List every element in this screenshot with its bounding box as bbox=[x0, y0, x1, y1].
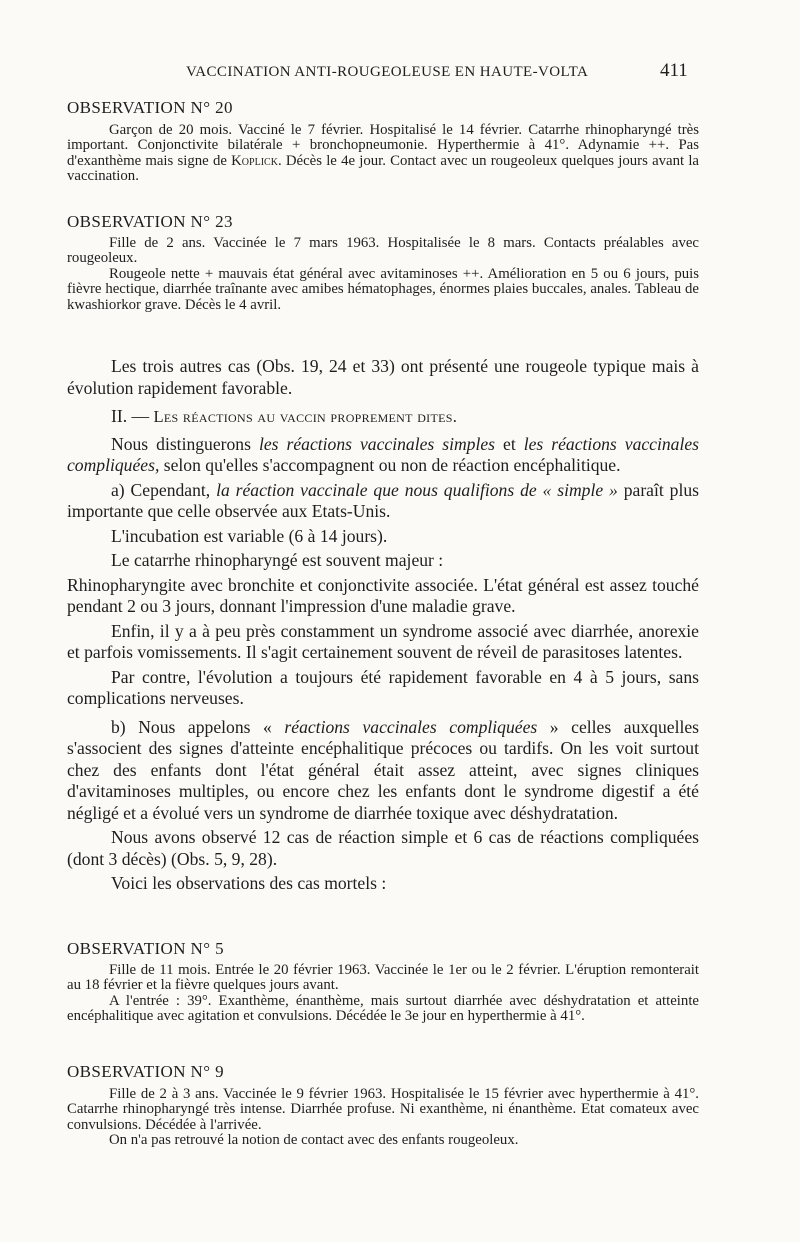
text-run: Nous distinguerons bbox=[111, 433, 259, 454]
paragraph-distinguerons bbox=[67, 434, 699, 477]
observation-9-title: OBSERVATION N° 9 bbox=[67, 1062, 224, 1081]
observation-9-paragraph-2: On n'a pas retrouvé la notion de contact avec des enfants rougeoleux. bbox=[109, 1132, 519, 1149]
observation-5-paragraph-1: Fille de 11 mois. Entrée le 20 février 1963. Vaccinée le 1er ou le 2 février. L'éruption remonterait au 18 février et la fièvre quelques jours avant. bbox=[67, 962, 699, 994]
observation-20-text bbox=[67, 123, 699, 185]
text-run: et bbox=[495, 433, 524, 454]
italic-run: la réaction vaccinale que nous qualifions de « simple » bbox=[216, 479, 618, 500]
section-number: II. — bbox=[111, 406, 154, 426]
italic-run: les réactions vaccinales simples bbox=[258, 433, 496, 454]
italic-run: les réactions vaccinales compliquées, bbox=[67, 433, 700, 475]
observation-20-text-b: . Décès le 4e jour. Contact avec un rougeoleux quelques jours avant la vaccination. bbox=[67, 152, 699, 185]
observation-9-text bbox=[67, 1087, 699, 1149]
text-run: » celles auxquelles s'associent des signes d'atteinte encéphalitique précoces ou tardifs. On les voit surtout chez des enfants dont l'état général était assez atteint, avec signes cliniques d'avitaminoses multiples, ou encore chez les enfants dont le syndrome digestif a été négligé et a évolué vers un syndrome de diarrhée toxique avec déshydratation. bbox=[67, 716, 700, 823]
author-koplick: Koplick bbox=[231, 152, 278, 169]
paragraph-incubation: L'incubation est variable (6 à 14 jours). bbox=[111, 525, 388, 546]
observation-5-text bbox=[67, 963, 699, 1025]
text-run: b) Nous appelons « bbox=[111, 716, 285, 737]
italic-run: réactions vaccinales compliquées bbox=[284, 716, 538, 737]
observation-23-paragraph-2: Rougeole nette + mauvais état général avec avitaminoses ++. Amélioration en 5 ou 6 jours, puis fièvre hectique, diarrhée traînante avec amibes hématophages, énormes plaies buccales, anales. Tableau de kwashiorkor grave. Décès le 4 avril. bbox=[67, 265, 699, 313]
paragraph-nous-avons-observe: Nous avons observé 12 cas de réaction simple et 6 cas de réactions compliquées (dont 3 décès) (Obs. 5, 9, 28). bbox=[67, 827, 699, 869]
section-title: Les réactions au vaccin proprement dites. bbox=[153, 407, 458, 426]
observation-20-title: OBSERVATION N° 20 bbox=[67, 98, 233, 117]
text-run: selon qu'elles s'accompagnent ou non de réaction encéphalitique. bbox=[159, 455, 621, 475]
paragraph-b-appelons bbox=[67, 717, 699, 825]
observation-5-title: OBSERVATION N° 5 bbox=[67, 939, 224, 958]
paragraph-autres-cas: Les trois autres cas (Obs. 19, 24 et 33) ont présenté une rougeole typique mais à évolution rapidement favorable. bbox=[67, 356, 699, 398]
running-head: VACCINATION ANTI-ROUGEOLEUSE EN HAUTE-VOLTA bbox=[186, 64, 589, 80]
observation-23-title: OBSERVATION N° 23 bbox=[67, 212, 233, 231]
paragraph-enfin: Enfin, il y a à peu près constamment un syndrome associé avec diarrhée, anorexie et parfois vomissements. Il s'agit certainement souvent de réveil de parasitoses latentes. bbox=[67, 620, 699, 662]
observation-23-text bbox=[67, 236, 699, 313]
paragraph-catarrhe: Le catarrhe rhinopharyngé est souvent majeur : bbox=[111, 550, 444, 570]
section-heading bbox=[67, 406, 699, 428]
observation-20-text-a: Garçon de 20 mois. Vacciné le 7 février. Hospitalisé le 14 février. Catarrhe rhinopharyngé très important. Conjonctivite bilatérale + bronchopneumonie. Hyperthermie à 41°. Adynamie ++. Pas d'exanthème mais signe de bbox=[67, 122, 699, 169]
text-run: paraît plus importante que celle observée aux Etats-Unis. bbox=[67, 479, 699, 521]
text-run: a) Cependant, bbox=[111, 479, 217, 500]
main-text bbox=[67, 356, 699, 898]
paragraph-rhinopharyngite: Rhinopharyngite avec bronchite et conjonctivite associée. L'état général est assez touché pendant 2 ou 3 jours, donnant l'impression d'une maladie grave. bbox=[67, 574, 699, 616]
paragraph-voici: Voici les observations des cas mortels : bbox=[111, 873, 387, 893]
page-number: 411 bbox=[660, 60, 688, 81]
paragraph-a-cependant bbox=[67, 480, 699, 523]
observation-23-paragraph-1: Fille de 2 ans. Vaccinée le 7 mars 1963. Hospitalisée le 8 mars. Contacts préalables avec rougeoleux. bbox=[67, 235, 699, 267]
paragraph-par-contre: Par contre, l'évolution a toujours été rapidement favorable en 4 à 5 jours, sans complications nerveuses. bbox=[67, 666, 699, 708]
observation-5-paragraph-2: A l'entrée : 39°. Exanthème, énanthème, mais surtout diarrhée avec déshydratation et atteinte encéphalitique avec agitation et convulsions. Décédée le 3e jour en hyperthermie à 41°. bbox=[67, 992, 699, 1025]
observation-9-paragraph-1: Fille de 2 à 3 ans. Vaccinée le 9 février 1963. Hospitalisée le 15 février avec hyperthermie à 41°. Catarrhe rhinopharyngé très intense. Diarrhée profuse. Ni exanthème, ni énanthème. Etat comateux avec convulsions. Décédée à l'arrivée. bbox=[67, 1086, 699, 1133]
page-header bbox=[0, 62, 800, 86]
